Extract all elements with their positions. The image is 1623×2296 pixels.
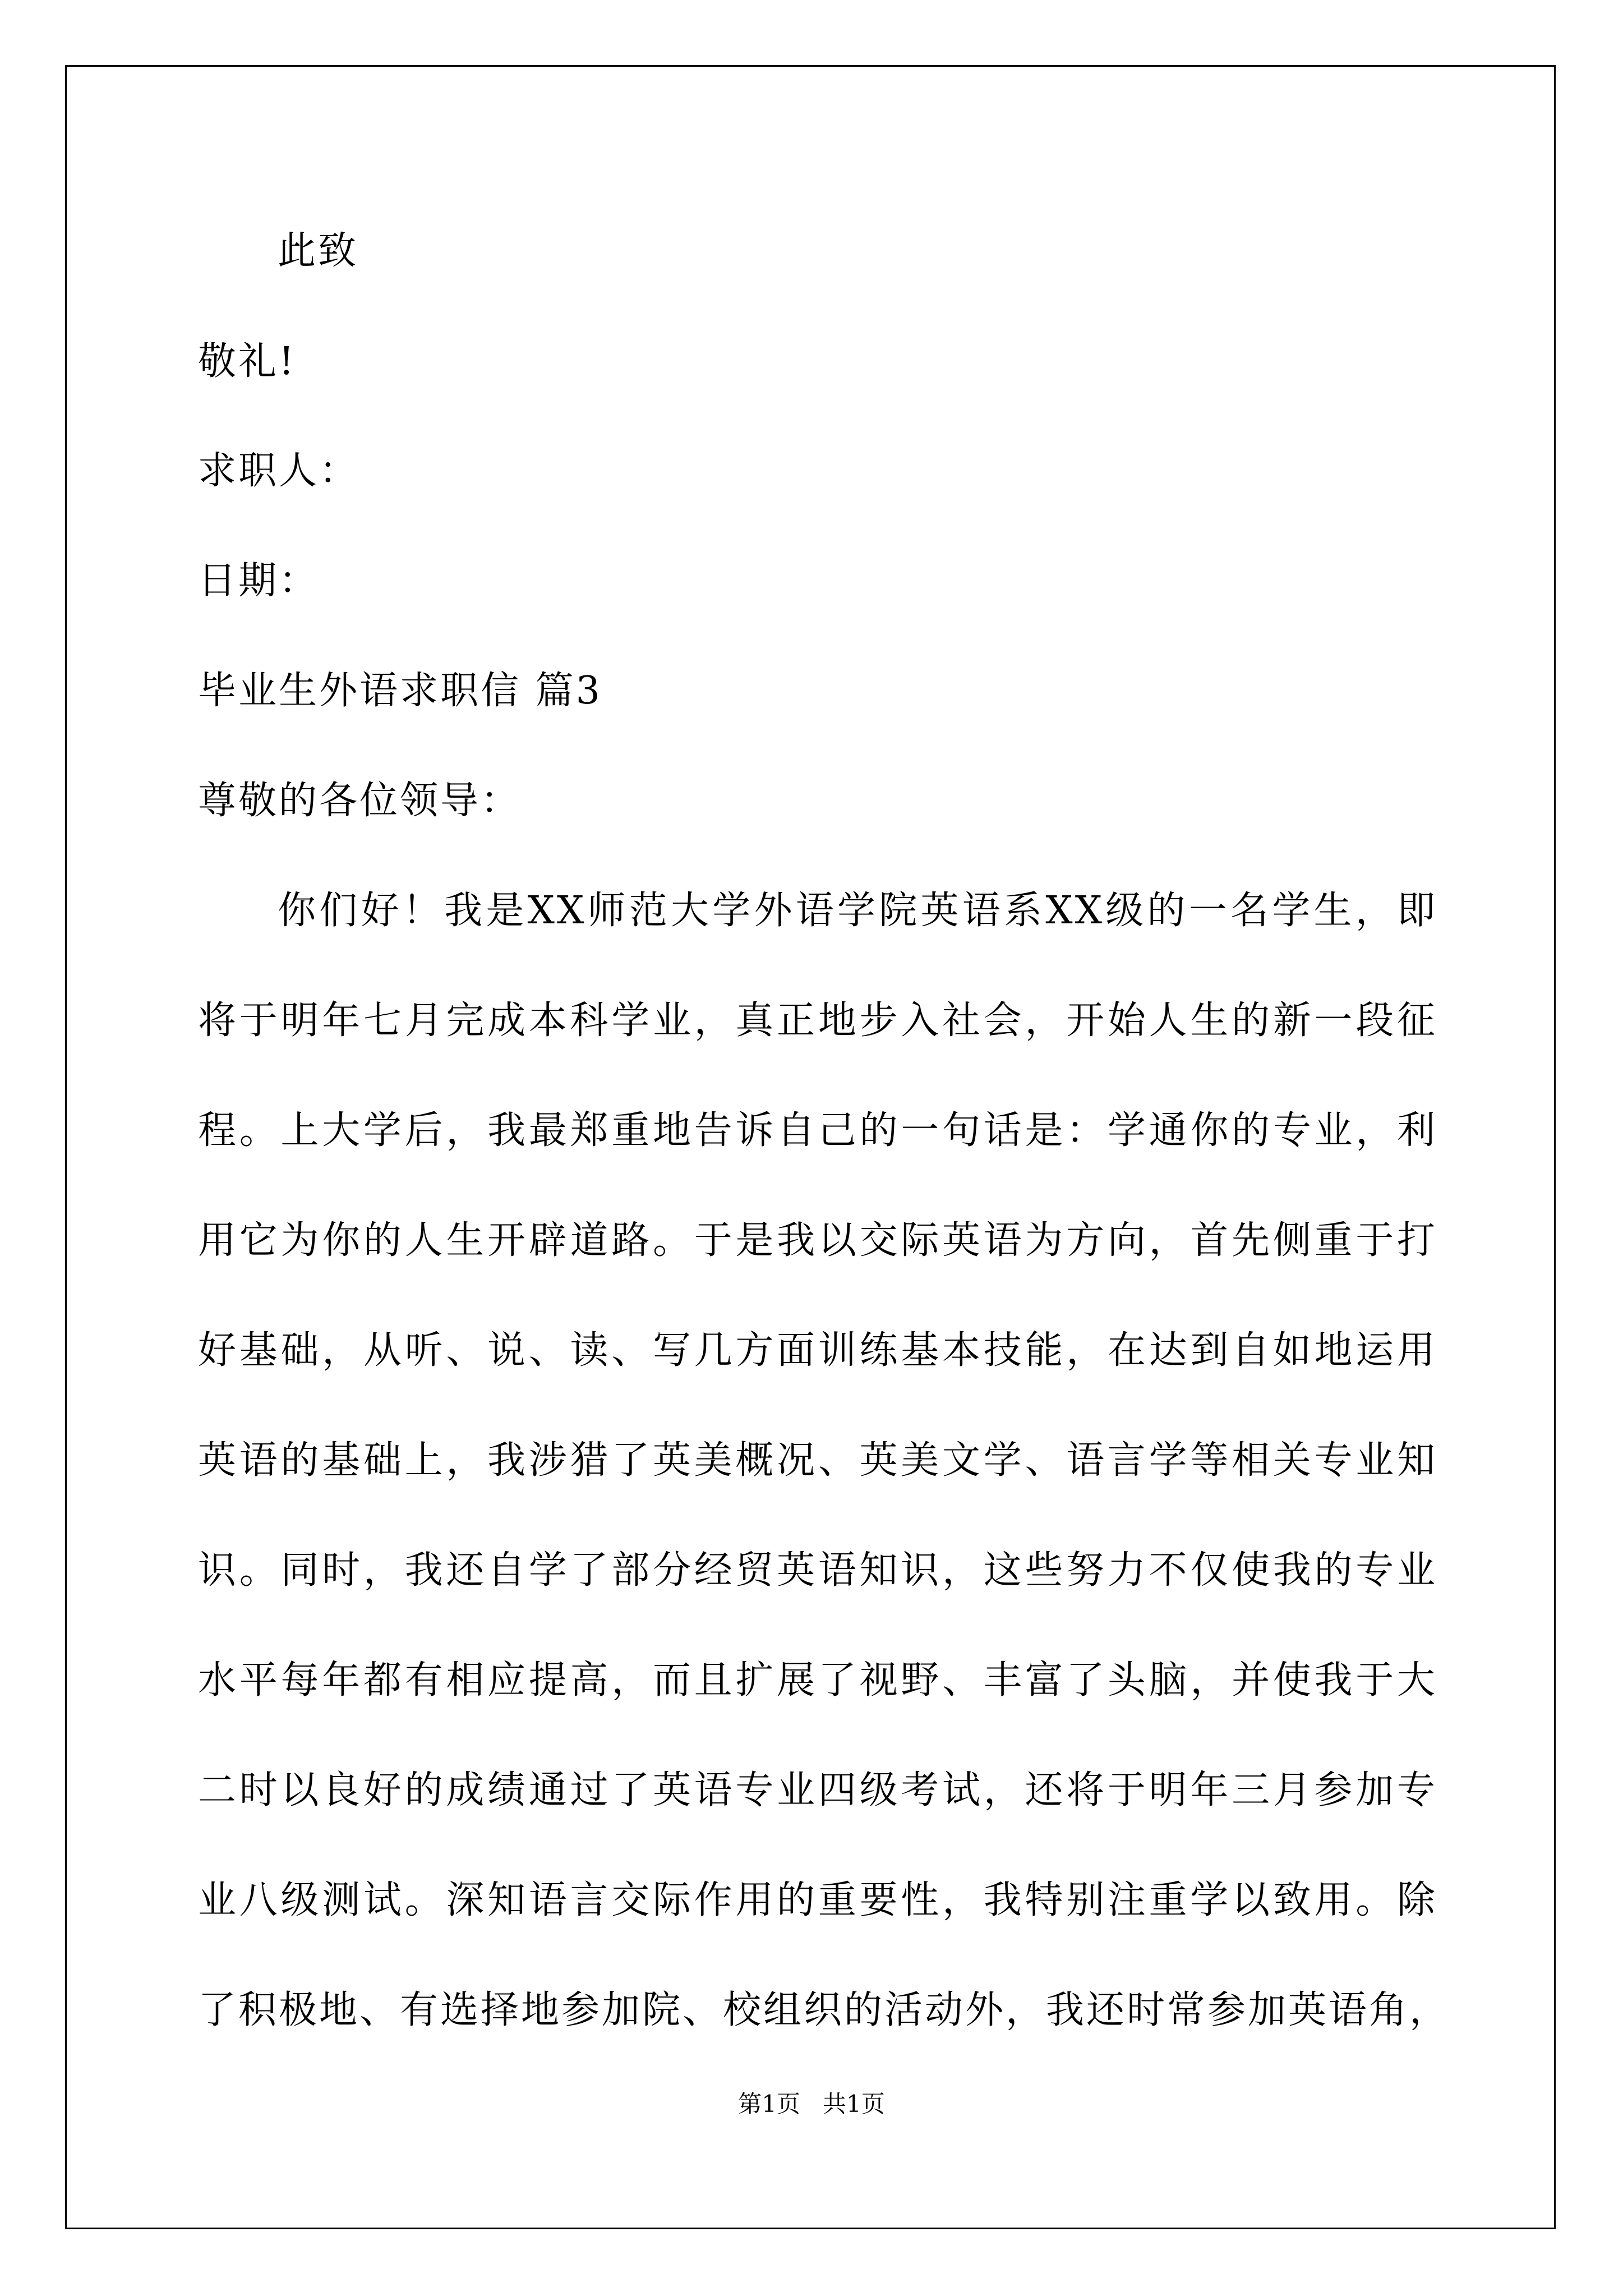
- paragraph-line: 用它为你的人生开辟道路。于是我以交际英语为方向，首先侧重于打: [198, 1218, 1437, 1263]
- applicant-label: 求职人：: [198, 449, 360, 493]
- paragraph-line: 将于明年七月完成本科学业，真正地步入社会，开始人生的新一段征: [198, 999, 1437, 1043]
- section-title: 毕业生外语求职信 篇3: [198, 669, 602, 713]
- greeting: 尊敬的各位领导：: [198, 779, 522, 823]
- paragraph-line: 好基础，从听、说、读、写几方面训练基本技能，在达到自如地运用: [198, 1328, 1437, 1373]
- paragraph-line: 程。上大学后，我最郑重地告诉自己的一句话是：学通你的专业，利: [198, 1108, 1437, 1153]
- paragraph-line: 了积极地、有选择地参加院、校组织的活动外，我还时常参加英语角，: [198, 1988, 1450, 2032]
- paragraph-line: 二时以良好的成绩通过了英语专业四级考试，还将于明年三月参加专: [198, 1768, 1437, 1812]
- paragraph-line: 水平每年都有相应提高，而且扩展了视野、丰富了头脑，并使我于大: [198, 1658, 1437, 1703]
- closing-regards: 敬礼!: [198, 339, 297, 384]
- closing-salutation: 此致: [278, 229, 359, 273]
- page-footer: 第1页 共1页: [738, 2090, 885, 2118]
- paragraph-line: 识。同时，我还自学了部分经贸英语知识，这些努力不仅使我的专业: [198, 1548, 1437, 1593]
- date-label: 日期：: [198, 559, 320, 603]
- paragraph-line: 业八级测试。深知语言交际作用的重要性，我特别注重学以致用。除: [198, 1878, 1437, 1922]
- paragraph-line: 你们好！我是XX师范大学外语学院英语系XX级的一名学生，即: [278, 889, 1437, 933]
- paragraph-line: 英语的基础上，我涉猎了英美概况、英美文学、语言学等相关专业知: [198, 1438, 1437, 1483]
